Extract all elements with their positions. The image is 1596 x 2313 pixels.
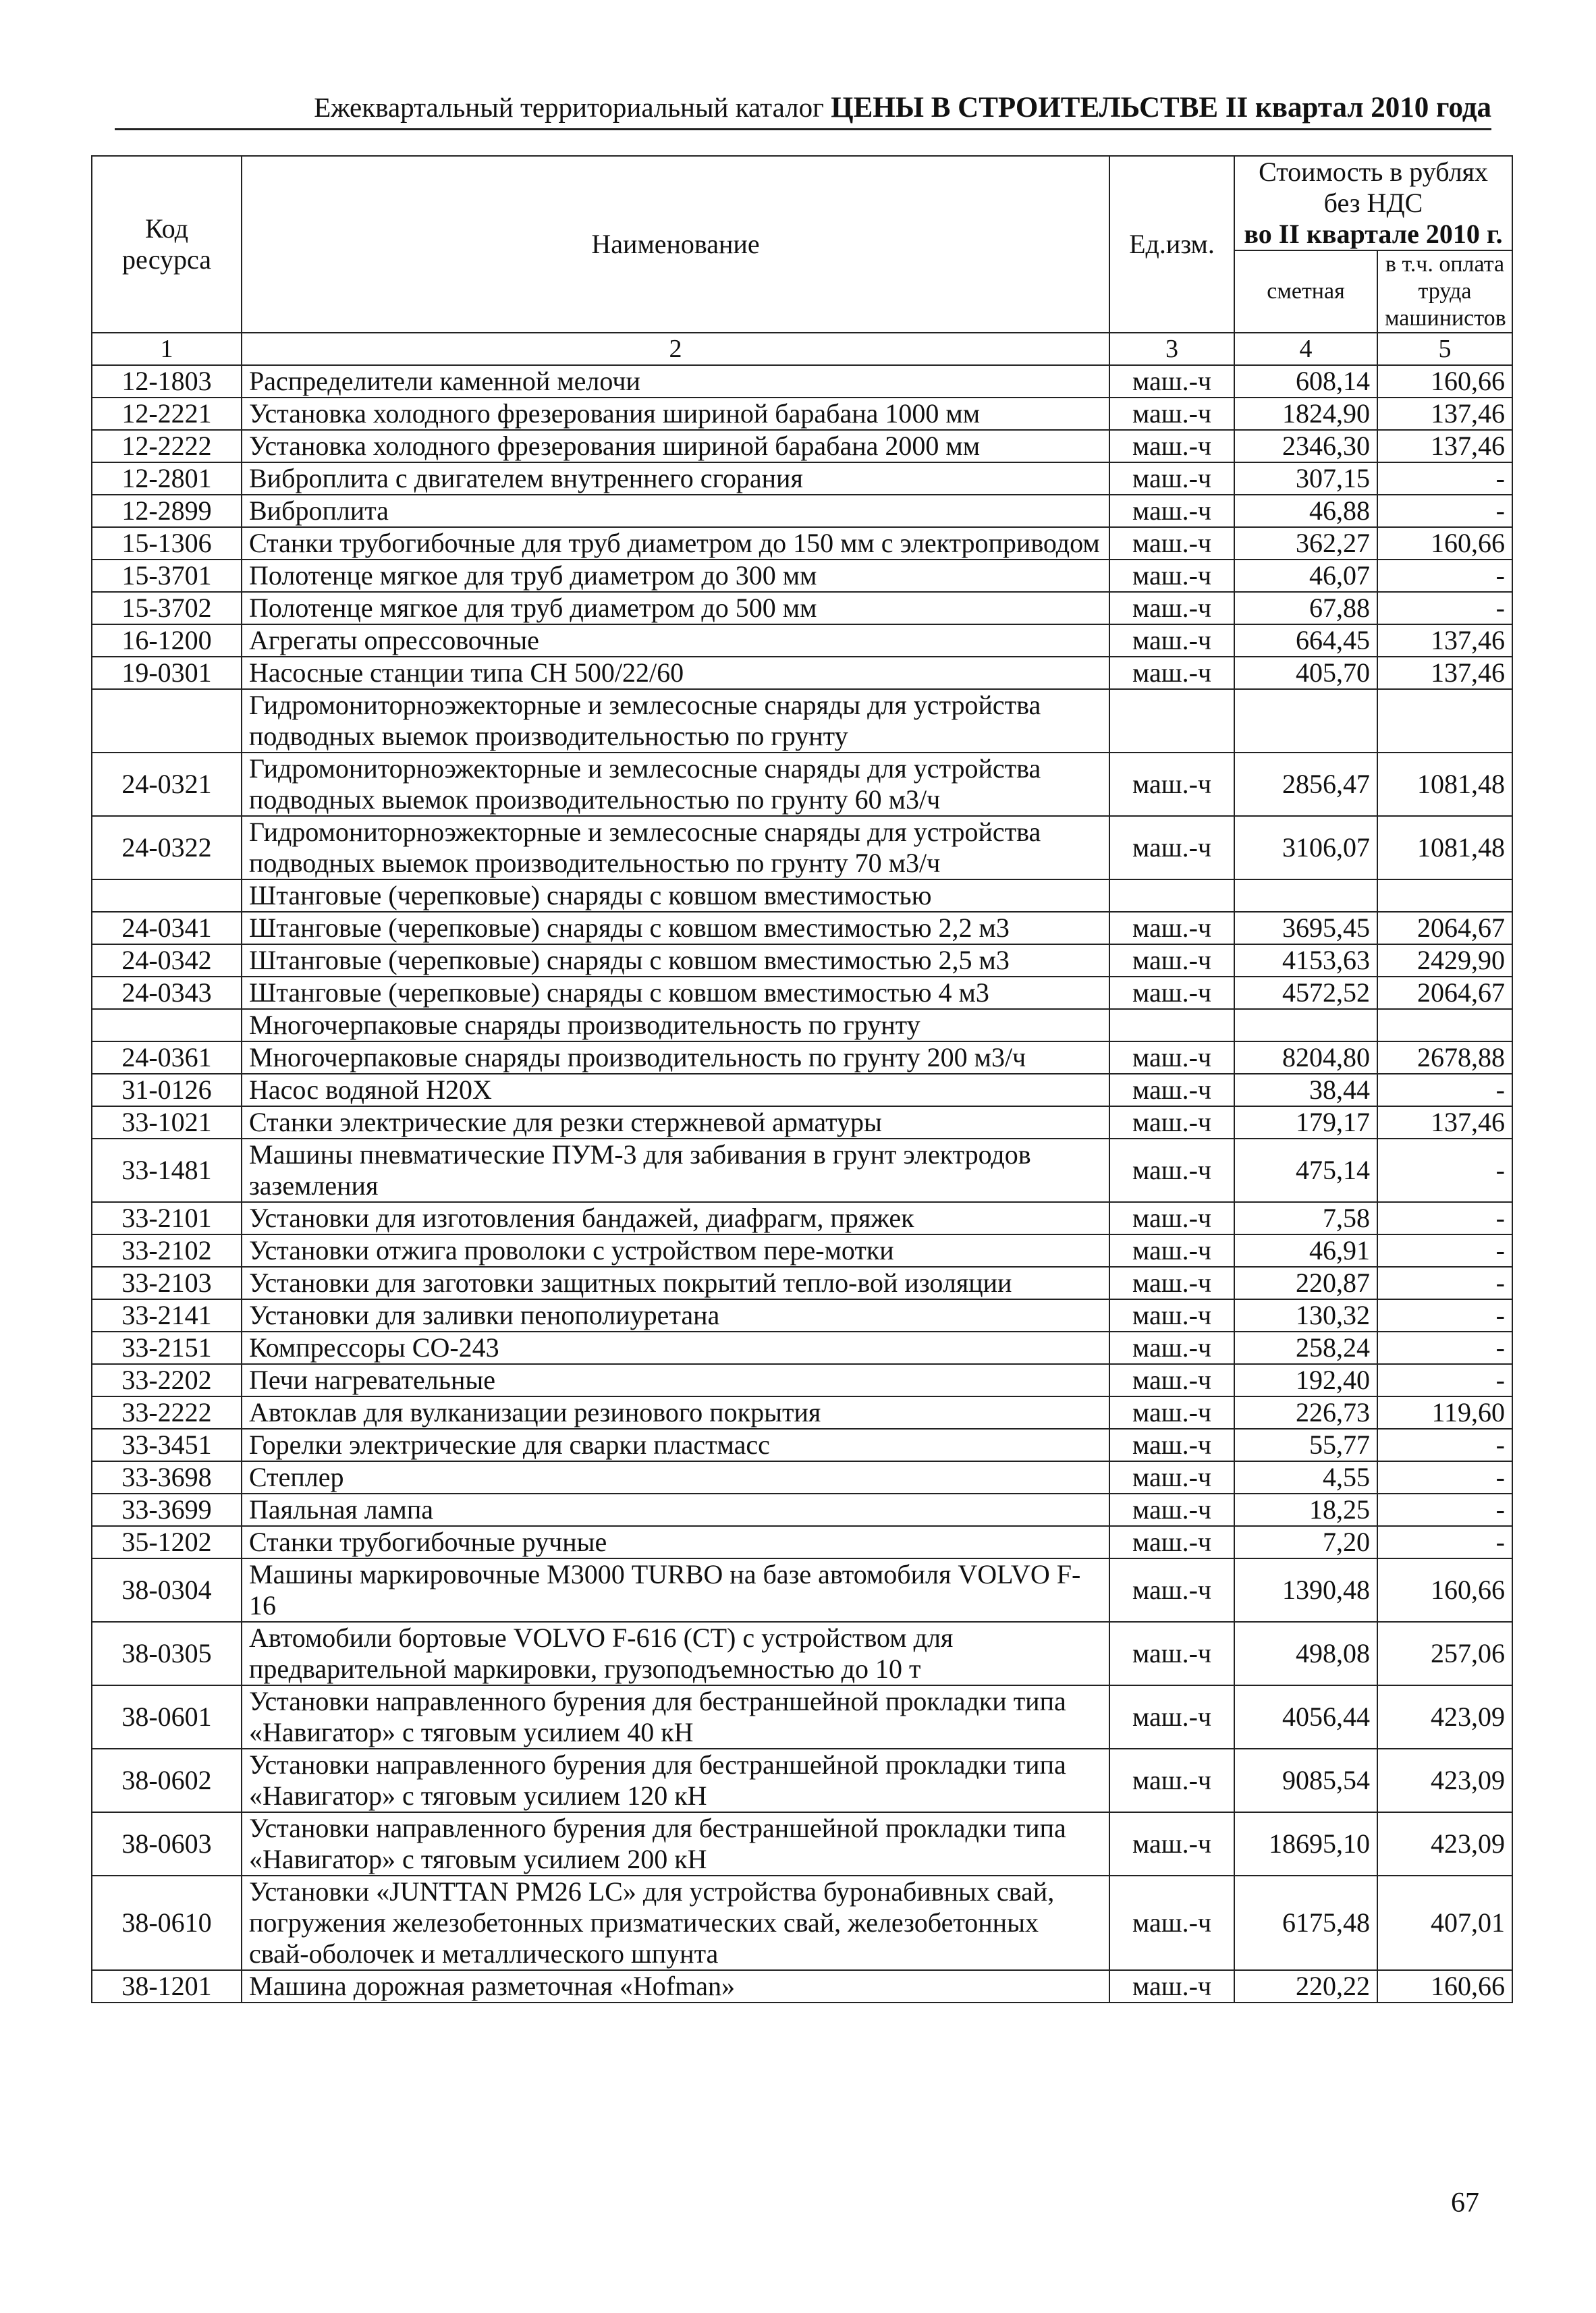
row-estimate: 220,87 xyxy=(1234,1267,1377,1299)
row-name: Автомобили бортовые VOLVO F-616 (СТ) с устройством для предварительной маркировки, грузоподъемностью до 10 т xyxy=(242,1622,1109,1685)
row-estimate: 475,14 xyxy=(1234,1139,1377,1202)
row-code: 33-1021 xyxy=(92,1106,242,1139)
table-row xyxy=(92,560,1512,592)
row-estimate: 4572,52 xyxy=(1234,977,1377,1009)
column-number: 3 xyxy=(1109,333,1234,365)
row-labor: - xyxy=(1377,1461,1512,1494)
row-estimate: 179,17 xyxy=(1234,1106,1377,1139)
table-row xyxy=(92,1234,1512,1267)
table-row xyxy=(92,430,1512,462)
row-labor: - xyxy=(1377,1234,1512,1267)
row-code xyxy=(92,1009,242,1041)
table-row xyxy=(92,1299,1512,1332)
row-estimate: 3695,45 xyxy=(1234,912,1377,944)
header-labor: в т.ч. оплата труда машинистов xyxy=(1377,250,1512,333)
row-estimate: 8204,80 xyxy=(1234,1041,1377,1074)
row-name: Паяльная лампа xyxy=(242,1494,1109,1526)
row-unit: маш.-ч xyxy=(1109,977,1234,1009)
row-code: 24-0342 xyxy=(92,944,242,977)
table-row xyxy=(92,689,1512,753)
row-name: Станки трубогибочные для труб диаметром до 150 мм с электроприводом xyxy=(242,527,1109,560)
header-prefix: Ежеквартальный территориальный каталог xyxy=(314,92,824,123)
row-code: 33-3699 xyxy=(92,1494,242,1526)
row-estimate: 1824,90 xyxy=(1234,398,1377,430)
row-code: 33-2151 xyxy=(92,1332,242,1364)
row-estimate: 226,73 xyxy=(1234,1396,1377,1429)
table-row xyxy=(92,753,1512,816)
table-row xyxy=(92,1685,1512,1749)
row-labor: 160,66 xyxy=(1377,1558,1512,1622)
row-labor: - xyxy=(1377,1429,1512,1461)
row-unit: маш.-ч xyxy=(1109,592,1234,624)
row-code: 33-1481 xyxy=(92,1139,242,1202)
table-row xyxy=(92,944,1512,977)
table-row xyxy=(92,1812,1512,1876)
row-labor: 137,46 xyxy=(1377,430,1512,462)
row-name: Установки отжига проволоки с устройством пере-мотки xyxy=(242,1234,1109,1267)
row-code: 24-0341 xyxy=(92,912,242,944)
row-unit: маш.-ч xyxy=(1109,1299,1234,1332)
row-labor: 257,06 xyxy=(1377,1622,1512,1685)
row-code: 33-3451 xyxy=(92,1429,242,1461)
row-code: 15-3701 xyxy=(92,560,242,592)
row-name: Распределители каменной мелочи xyxy=(242,365,1109,398)
table-row xyxy=(92,1622,1512,1685)
row-code: 33-2222 xyxy=(92,1396,242,1429)
row-unit: маш.-ч xyxy=(1109,1970,1234,2003)
header-title: ЦЕНЫ В СТРОИТЕЛЬСТВЕ II квартал 2010 года xyxy=(831,92,1491,124)
table-body xyxy=(92,365,1512,2003)
row-name: Установки для изготовления бандажей, диафрагм, пряжек xyxy=(242,1202,1109,1234)
row-estimate xyxy=(1234,879,1377,912)
row-labor: - xyxy=(1377,1364,1512,1396)
row-labor: - xyxy=(1377,1299,1512,1332)
row-code: 33-2101 xyxy=(92,1202,242,1234)
row-unit: маш.-ч xyxy=(1109,1494,1234,1526)
row-unit: маш.-ч xyxy=(1109,398,1234,430)
row-estimate: 6175,48 xyxy=(1234,1876,1377,1970)
table-row xyxy=(92,977,1512,1009)
table-row xyxy=(92,1461,1512,1494)
row-code: 33-2102 xyxy=(92,1234,242,1267)
table-row xyxy=(92,495,1512,527)
row-estimate: 38,44 xyxy=(1234,1074,1377,1106)
row-labor: 137,46 xyxy=(1377,624,1512,657)
table-row xyxy=(92,462,1512,495)
table-row xyxy=(92,1876,1512,1970)
column-number: 2 xyxy=(242,333,1109,365)
row-estimate: 258,24 xyxy=(1234,1332,1377,1364)
row-unit: маш.-ч xyxy=(1109,495,1234,527)
row-unit: маш.-ч xyxy=(1109,657,1234,689)
row-labor: - xyxy=(1377,1202,1512,1234)
table-row xyxy=(92,398,1512,430)
row-estimate: 18695,10 xyxy=(1234,1812,1377,1876)
row-labor: - xyxy=(1377,495,1512,527)
row-code: 24-0322 xyxy=(92,816,242,879)
row-code xyxy=(92,689,242,753)
row-code: 38-0602 xyxy=(92,1749,242,1812)
row-name: Печи нагревательные xyxy=(242,1364,1109,1396)
table-row xyxy=(92,1970,1512,2003)
row-unit: маш.-ч xyxy=(1109,1622,1234,1685)
table-row xyxy=(92,1041,1512,1074)
page-header xyxy=(115,86,1491,130)
row-unit: маш.-ч xyxy=(1109,1685,1234,1749)
row-labor: 2064,67 xyxy=(1377,977,1512,1009)
row-estimate: 498,08 xyxy=(1234,1622,1377,1685)
row-code: 24-0361 xyxy=(92,1041,242,1074)
row-unit: маш.-ч xyxy=(1109,1876,1234,1970)
table-row xyxy=(92,657,1512,689)
row-labor: - xyxy=(1377,1494,1512,1526)
row-code: 38-0610 xyxy=(92,1876,242,1970)
row-code: 38-0601 xyxy=(92,1685,242,1749)
row-labor xyxy=(1377,689,1512,753)
page-number: 67 xyxy=(1451,2187,1479,2219)
row-name: Виброплита xyxy=(242,495,1109,527)
row-estimate: 4153,63 xyxy=(1234,944,1377,977)
row-unit: маш.-ч xyxy=(1109,1074,1234,1106)
row-name: Насос водяной Н20Х xyxy=(242,1074,1109,1106)
row-labor: 160,66 xyxy=(1377,1970,1512,2003)
row-estimate: 2346,30 xyxy=(1234,430,1377,462)
column-number: 5 xyxy=(1377,333,1512,365)
table-row xyxy=(92,1106,1512,1139)
row-name: Автоклав для вулканизации резинового покрытия xyxy=(242,1396,1109,1429)
table-row xyxy=(92,912,1512,944)
row-labor: - xyxy=(1377,1074,1512,1106)
header-cost-text: Стоимость в рублях без НДС xyxy=(1259,157,1488,218)
row-unit xyxy=(1109,1009,1234,1041)
row-code: 12-2221 xyxy=(92,398,242,430)
row-code: 12-2801 xyxy=(92,462,242,495)
header-code: Код ресурса xyxy=(92,156,242,333)
row-estimate: 7,20 xyxy=(1234,1526,1377,1558)
row-labor: 423,09 xyxy=(1377,1749,1512,1812)
row-code: 16-1200 xyxy=(92,624,242,657)
row-estimate: 55,77 xyxy=(1234,1429,1377,1461)
row-code: 19-0301 xyxy=(92,657,242,689)
table-row xyxy=(92,1558,1512,1622)
row-name: Горелки электрические для сварки пластмасс xyxy=(242,1429,1109,1461)
row-unit: маш.-ч xyxy=(1109,1749,1234,1812)
row-estimate: 362,27 xyxy=(1234,527,1377,560)
row-labor: - xyxy=(1377,560,1512,592)
row-name: Установки направленного бурения для бестраншейной прокладки типа «Навигатор» с тяговым усилием 120 кН xyxy=(242,1749,1109,1812)
row-estimate xyxy=(1234,1009,1377,1041)
row-unit: маш.-ч xyxy=(1109,1234,1234,1267)
row-labor: 119,60 xyxy=(1377,1396,1512,1429)
row-unit: маш.-ч xyxy=(1109,912,1234,944)
row-labor: 1081,48 xyxy=(1377,816,1512,879)
row-estimate: 4056,44 xyxy=(1234,1685,1377,1749)
row-code: 15-1306 xyxy=(92,527,242,560)
table-row xyxy=(92,1749,1512,1812)
row-name: Установки для заготовки защитных покрытий тепло-вой изоляции xyxy=(242,1267,1109,1299)
row-labor: 423,09 xyxy=(1377,1685,1512,1749)
row-unit: маш.-ч xyxy=(1109,560,1234,592)
row-name: Насосные станции типа СН 500/22/60 xyxy=(242,657,1109,689)
row-name: Степлер xyxy=(242,1461,1109,1494)
row-name: Установка холодного фрезерования шириной барабана 1000 мм xyxy=(242,398,1109,430)
row-unit: маш.-ч xyxy=(1109,1139,1234,1202)
row-code xyxy=(92,879,242,912)
row-name: Многочерпаковые снаряды производительность по грунту xyxy=(242,1009,1109,1041)
row-code: 33-2141 xyxy=(92,1299,242,1332)
row-estimate: 3106,07 xyxy=(1234,816,1377,879)
table-row xyxy=(92,1009,1512,1041)
row-name: Гидромониторноэжекторные и землесосные снаряды для устройства подводных выемок производительностью по грунту 60 м3/ч xyxy=(242,753,1109,816)
table-row xyxy=(92,1429,1512,1461)
row-labor: 1081,48 xyxy=(1377,753,1512,816)
row-name: Компрессоры СО-243 xyxy=(242,1332,1109,1364)
row-unit: маш.-ч xyxy=(1109,1429,1234,1461)
row-unit: маш.-ч xyxy=(1109,816,1234,879)
row-unit: маш.-ч xyxy=(1109,1396,1234,1429)
row-estimate: 7,58 xyxy=(1234,1202,1377,1234)
table-row xyxy=(92,1364,1512,1396)
row-unit: маш.-ч xyxy=(1109,430,1234,462)
row-code: 38-0305 xyxy=(92,1622,242,1685)
row-unit: маш.-ч xyxy=(1109,462,1234,495)
row-estimate: 4,55 xyxy=(1234,1461,1377,1494)
row-name: Многочерпаковые снаряды производительность по грунту 200 м3/ч xyxy=(242,1041,1109,1074)
row-labor: 407,01 xyxy=(1377,1876,1512,1970)
row-labor: - xyxy=(1377,1332,1512,1364)
table-row xyxy=(92,1494,1512,1526)
row-name: Машины маркировочные М3000 TURBO на базе автомобиля VOLVO F-16 xyxy=(242,1558,1109,1622)
row-code: 12-1803 xyxy=(92,365,242,398)
row-labor xyxy=(1377,1009,1512,1041)
row-code: 33-3698 xyxy=(92,1461,242,1494)
row-labor: 160,66 xyxy=(1377,527,1512,560)
row-unit: маш.-ч xyxy=(1109,1106,1234,1139)
row-unit: маш.-ч xyxy=(1109,753,1234,816)
row-labor xyxy=(1377,879,1512,912)
table-row xyxy=(92,1396,1512,1429)
row-labor: 2064,67 xyxy=(1377,912,1512,944)
row-estimate: 307,15 xyxy=(1234,462,1377,495)
row-name: Установки для заливки пенополиуретана xyxy=(242,1299,1109,1332)
column-number: 1 xyxy=(92,333,242,365)
row-labor: - xyxy=(1377,462,1512,495)
row-unit: маш.-ч xyxy=(1109,1332,1234,1364)
row-unit: маш.-ч xyxy=(1109,1041,1234,1074)
row-estimate: 18,25 xyxy=(1234,1494,1377,1526)
row-name: Станки трубогибочные ручные xyxy=(242,1526,1109,1558)
row-estimate: 405,70 xyxy=(1234,657,1377,689)
table-row xyxy=(92,879,1512,912)
row-name: Полотенце мягкое для труб диаметром до 300 мм xyxy=(242,560,1109,592)
row-unit xyxy=(1109,689,1234,753)
row-name: Установки «JUNTTAN PM26 LC» для устройства буронабивных свай, погружения железобетонных призматических свай, железобетонных свай-оболочек и металлического шпунта xyxy=(242,1876,1109,1970)
row-estimate xyxy=(1234,689,1377,753)
row-estimate: 608,14 xyxy=(1234,365,1377,398)
row-labor: - xyxy=(1377,1139,1512,1202)
table-row xyxy=(92,624,1512,657)
row-code: 38-1201 xyxy=(92,1970,242,2003)
table-header xyxy=(92,156,1512,365)
row-estimate: 2856,47 xyxy=(1234,753,1377,816)
table-row xyxy=(92,365,1512,398)
header-unit: Ед.изм. xyxy=(1109,156,1234,333)
row-code: 24-0321 xyxy=(92,753,242,816)
row-labor: - xyxy=(1377,1267,1512,1299)
row-name: Машины пневматические ПУМ-3 для забивания в грунт электродов заземления xyxy=(242,1139,1109,1202)
table-row xyxy=(92,1332,1512,1364)
row-labor: 137,46 xyxy=(1377,657,1512,689)
row-unit: маш.-ч xyxy=(1109,624,1234,657)
row-unit: маш.-ч xyxy=(1109,1812,1234,1876)
row-labor: - xyxy=(1377,1526,1512,1558)
row-unit: маш.-ч xyxy=(1109,1267,1234,1299)
price-table xyxy=(91,155,1513,2003)
header-cost-group xyxy=(1234,156,1512,250)
price-table-container xyxy=(91,155,1512,2003)
row-name: Машина дорожная разметочная «Hofman» xyxy=(242,1970,1109,2003)
row-name: Гидромониторноэжекторные и землесосные снаряды для устройства подводных выемок производительностью по грунту xyxy=(242,689,1109,753)
row-code: 33-2202 xyxy=(92,1364,242,1396)
column-number: 4 xyxy=(1234,333,1377,365)
row-name: Установки направленного бурения для бестраншейной прокладки типа «Навигатор» с тяговым усилием 40 кН xyxy=(242,1685,1109,1749)
row-estimate: 67,88 xyxy=(1234,592,1377,624)
row-unit: маш.-ч xyxy=(1109,527,1234,560)
row-code: 38-0304 xyxy=(92,1558,242,1622)
row-unit: маш.-ч xyxy=(1109,365,1234,398)
row-labor: 2429,90 xyxy=(1377,944,1512,977)
row-estimate: 9085,54 xyxy=(1234,1749,1377,1812)
table-row xyxy=(92,1139,1512,1202)
row-name: Виброплита с двигателем внутреннего сгорания xyxy=(242,462,1109,495)
table-row xyxy=(92,1202,1512,1234)
row-name: Установки направленного бурения для бестраншейной прокладки типа «Навигатор» с тяговым усилием 200 кН xyxy=(242,1812,1109,1876)
row-name: Штанговые (черепковые) снаряды с ковшом вместимостью 4 м3 xyxy=(242,977,1109,1009)
row-name: Агрегаты опрессовочные xyxy=(242,624,1109,657)
table-row xyxy=(92,816,1512,879)
row-name: Установка холодного фрезерования шириной барабана 2000 мм xyxy=(242,430,1109,462)
row-estimate: 46,88 xyxy=(1234,495,1377,527)
row-labor: 423,09 xyxy=(1377,1812,1512,1876)
header-cost-period: во II квартале 2010 г. xyxy=(1244,219,1503,249)
table-row xyxy=(92,527,1512,560)
row-labor: 137,46 xyxy=(1377,1106,1512,1139)
row-estimate: 664,45 xyxy=(1234,624,1377,657)
table-row xyxy=(92,1526,1512,1558)
row-estimate: 192,40 xyxy=(1234,1364,1377,1396)
row-estimate: 46,91 xyxy=(1234,1234,1377,1267)
row-name: Штанговые (черепковые) снаряды с ковшом вместимостью xyxy=(242,879,1109,912)
row-unit: маш.-ч xyxy=(1109,1526,1234,1558)
row-name: Штанговые (черепковые) снаряды с ковшом вместимостью 2,2 м3 xyxy=(242,912,1109,944)
row-labor: 137,46 xyxy=(1377,398,1512,430)
row-code: 24-0343 xyxy=(92,977,242,1009)
row-name: Штанговые (черепковые) снаряды с ковшом вместимостью 2,5 м3 xyxy=(242,944,1109,977)
row-code: 31-0126 xyxy=(92,1074,242,1106)
row-code: 38-0603 xyxy=(92,1812,242,1876)
row-estimate: 1390,48 xyxy=(1234,1558,1377,1622)
row-code: 12-2222 xyxy=(92,430,242,462)
row-code: 15-3702 xyxy=(92,592,242,624)
row-estimate: 130,32 xyxy=(1234,1299,1377,1332)
table-row xyxy=(92,1267,1512,1299)
row-estimate: 220,22 xyxy=(1234,1970,1377,2003)
row-estimate: 46,07 xyxy=(1234,560,1377,592)
row-name: Станки электрические для резки стержневой арматуры xyxy=(242,1106,1109,1139)
row-labor: 2678,88 xyxy=(1377,1041,1512,1074)
row-unit: маш.-ч xyxy=(1109,1558,1234,1622)
table-row xyxy=(92,1074,1512,1106)
row-unit xyxy=(1109,879,1234,912)
row-code: 35-1202 xyxy=(92,1526,242,1558)
row-code: 33-2103 xyxy=(92,1267,242,1299)
row-unit: маш.-ч xyxy=(1109,1202,1234,1234)
row-name: Гидромониторноэжекторные и землесосные снаряды для устройства подводных выемок производительностью по грунту 70 м3/ч xyxy=(242,816,1109,879)
row-code: 12-2899 xyxy=(92,495,242,527)
header-name: Наименование xyxy=(242,156,1109,333)
row-unit: маш.-ч xyxy=(1109,944,1234,977)
row-labor: 160,66 xyxy=(1377,365,1512,398)
row-unit: маш.-ч xyxy=(1109,1461,1234,1494)
header-estimate: сметная xyxy=(1234,250,1377,333)
row-name: Полотенце мягкое для труб диаметром до 500 мм xyxy=(242,592,1109,624)
row-labor: - xyxy=(1377,592,1512,624)
row-unit: маш.-ч xyxy=(1109,1364,1234,1396)
column-number-row xyxy=(92,333,1512,365)
table-row xyxy=(92,592,1512,624)
